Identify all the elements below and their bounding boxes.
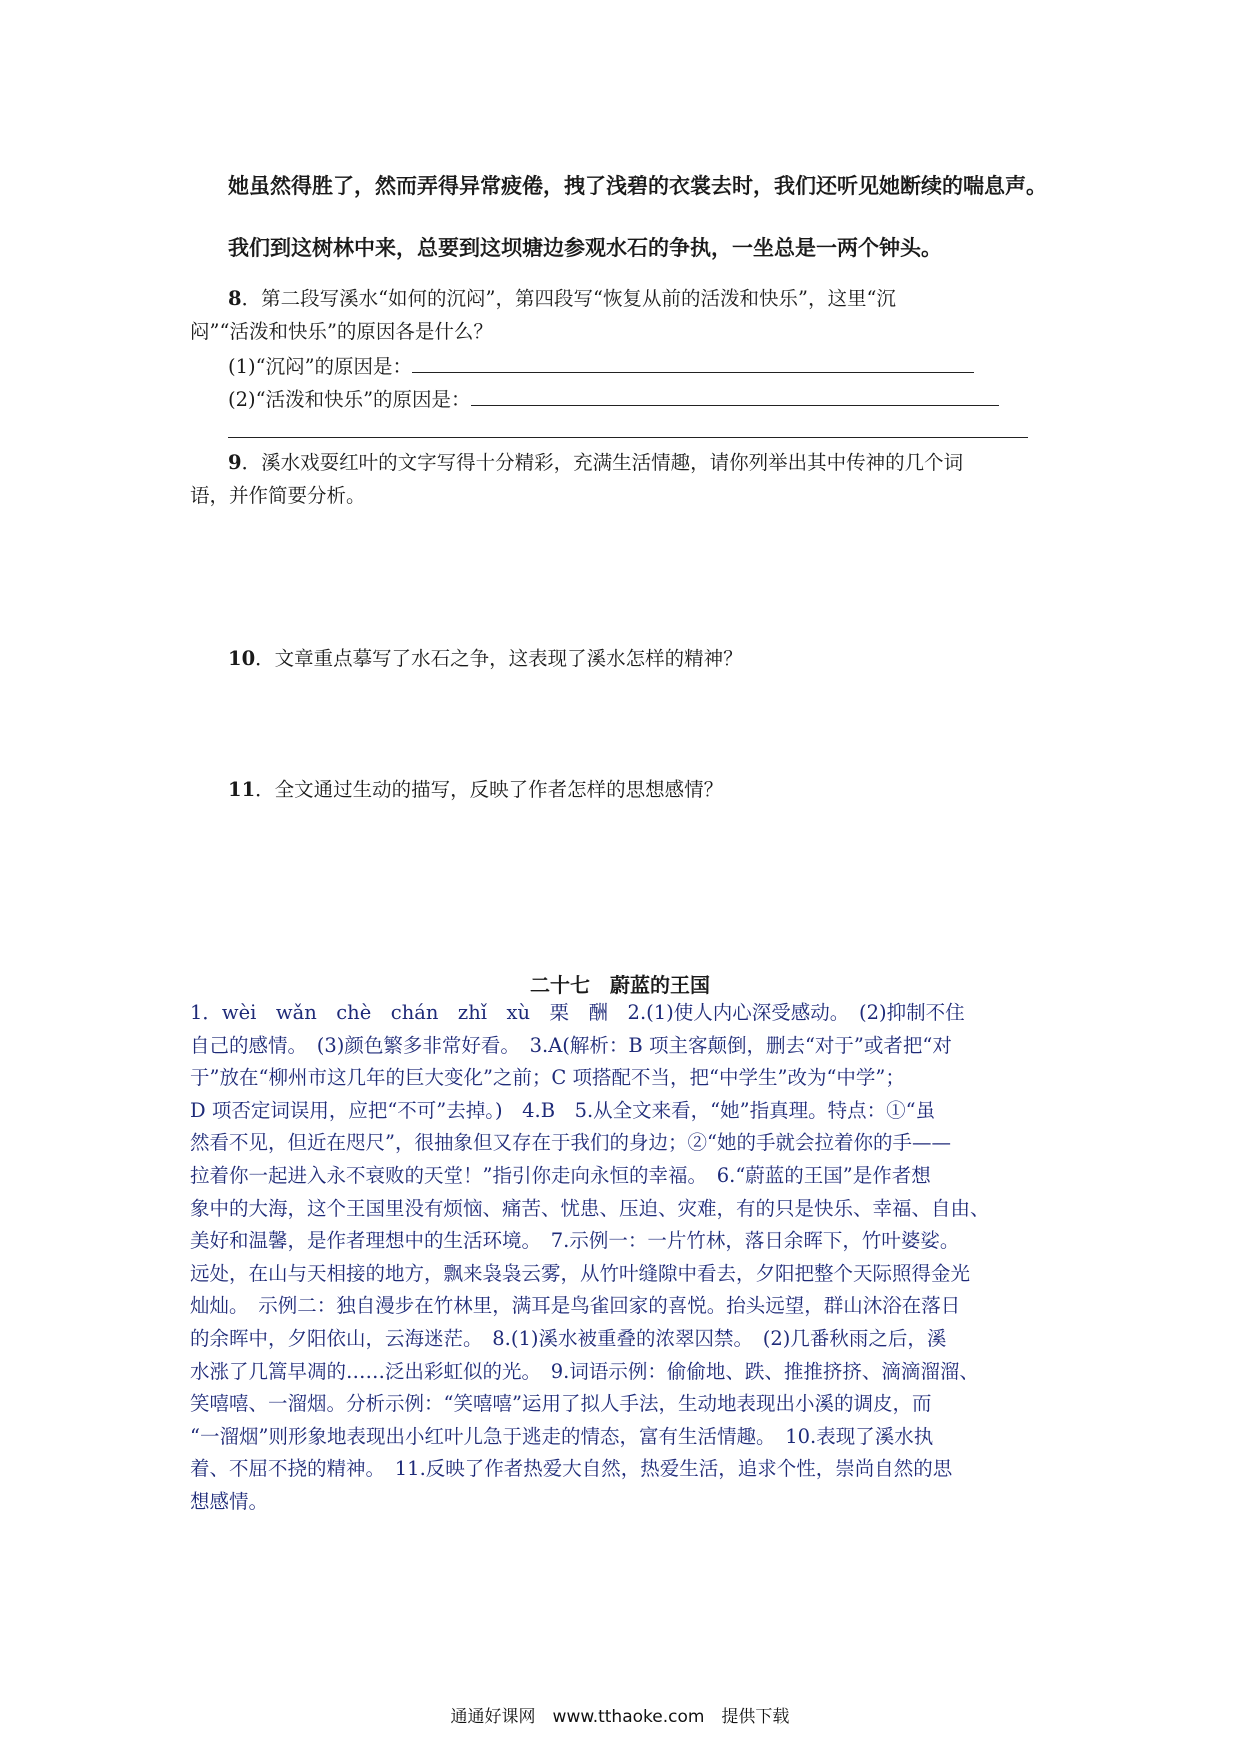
footer-credit: 通通好课网 www.tthaoke.com 提供下载 (450, 1707, 790, 1727)
question-9-text-b: 语，并作简要分析。 (190, 484, 366, 507)
answer-line: 灿灿。 示例二：独自漫步在竹林里，满耳是鸟雀回家的喜悦。抬头远望，群山沐浴在落日 (190, 1294, 961, 1318)
question-8-sub-1-label: (1)“沉闷”的原因是： (228, 355, 413, 378)
answer-line: 1．wèi wǎn chè chán zhǐ xù 栗 酬 2.(1)使人内心深受感动。 (2)抑制不住 (190, 1001, 965, 1024)
question-8-sub-2-continued (228, 419, 1028, 443)
passage-line-2: 我们到这树林中来，总要到这坝塘边参观水石的争执，一坐总是一两个钟头。 (228, 236, 942, 260)
answer-line: 的余晖中，夕阳依山，云海迷茫。 8.(1)溪水被重叠的浓翠囚禁。 (2)几番秋雨之后，溪 (190, 1326, 947, 1350)
answer-blank-8-2[interactable] (471, 387, 999, 406)
question-11-text: ．全文通过生动的描写，反映了作者怎样的思想感情？ (255, 778, 724, 801)
answer-line: 象中的大海，这个王国里没有烦恼、痛苦、忧患、压迫、灾难，有的只是快乐、幸福、自由、 (190, 1196, 990, 1220)
question-9-line-1 (228, 447, 963, 475)
answer-line: D 项否定词误用，应把“不可”去掉。) 4.B 5.从全文来看，“她”指真理。特点：①“虽 (190, 1098, 936, 1122)
answer-blank-8-2b[interactable] (228, 419, 1028, 438)
answer-line: 着、不屈不挠的精神。 11.反映了作者热爱大自然，热爱生活，追求个性，崇尚自然的思 (190, 1457, 953, 1481)
question-10-text: ．文章重点摹写了水石之争，这表现了溪水怎样的精神？ (255, 647, 743, 670)
question-8-sub-1 (228, 351, 974, 379)
question-9-number: 9 (228, 451, 242, 474)
question-11 (228, 774, 723, 802)
question-9-text-a: ．溪水戏耍红叶的文字写得十分精彩，充满生活情趣，请你列举出其中传神的几个词 (241, 451, 964, 474)
answers-title: 二十七 蔚蓝的王国 (530, 973, 710, 997)
question-8-sub-2-label: (2)“活泼和快乐”的原因是： (228, 388, 471, 411)
passage-line-1: 她虽然得胜了，然而弄得异常疲倦，拽了浅碧的衣裳去时，我们还听见她断续的喘息声。 (228, 174, 1047, 198)
question-10-number: 10 (228, 647, 256, 670)
answers-block (190, 997, 1060, 1519)
answer-line: “一溜烟”则形象地表现出小红叶儿急于逃走的情态，富有生活情趣。 10.表现了溪水执 (190, 1424, 934, 1448)
answer-line: 美好和温馨，是作者理想中的生活环境。 7.示例一：一片竹林，落日余晖下，竹叶婆娑。 (190, 1229, 960, 1253)
answer-line: 于”放在“柳州市这几年的巨大变化”之前；C 项搭配不当，把“中学生”改为“中学”； (190, 1066, 905, 1090)
answer-line: 拉着你一起进入永不衰败的天堂！”指引你走向永恒的幸福。 6.“蔚蓝的王国”是作者想 (190, 1163, 931, 1187)
answer-line: 水涨了几篙早凋的……泛出彩虹似的光。 9.词语示例：偷偷地、跌、推推挤挤、滴滴溜溜、 (190, 1359, 979, 1383)
answer-line: 笑嘻嘻、一溜烟。分析示例：“笑嘻嘻”运用了拟人手法，生动地表现出小溪的调皮，而 (190, 1392, 932, 1416)
answer-line: 远处，在山与天相接的地方，飘来袅袅云雾，从竹叶缝隙中看去，夕阳把整个天际照得金光 (190, 1261, 971, 1285)
question-11-number: 11 (228, 778, 256, 801)
question-8-line-1 (228, 283, 896, 311)
answer-line: 自己的感情。 (3)颜色繁多非常好看。 3.A(解析：B 项主客颠倒，删去“对于”或者把“对 (190, 1033, 952, 1057)
question-8-sub-2 (228, 384, 999, 412)
question-8-text-b: 闷”“活泼和快乐”的原因各是什么？ (190, 320, 493, 343)
answer-line: 然看不见，但近在咫尺”，很抽象但又存在于我们的身边；②“她的手就会拉着你的手—— (190, 1131, 951, 1155)
answer-line: 想感情。 (190, 1489, 269, 1513)
question-8-number: 8 (228, 287, 242, 310)
question-8-text-a: ．第二段写溪水“如何的沉闷”，第四段写“恢复从前的活泼和快乐”，这里“沉 (241, 287, 896, 310)
answer-blank-8-1[interactable] (412, 354, 974, 373)
question-10 (228, 643, 743, 671)
